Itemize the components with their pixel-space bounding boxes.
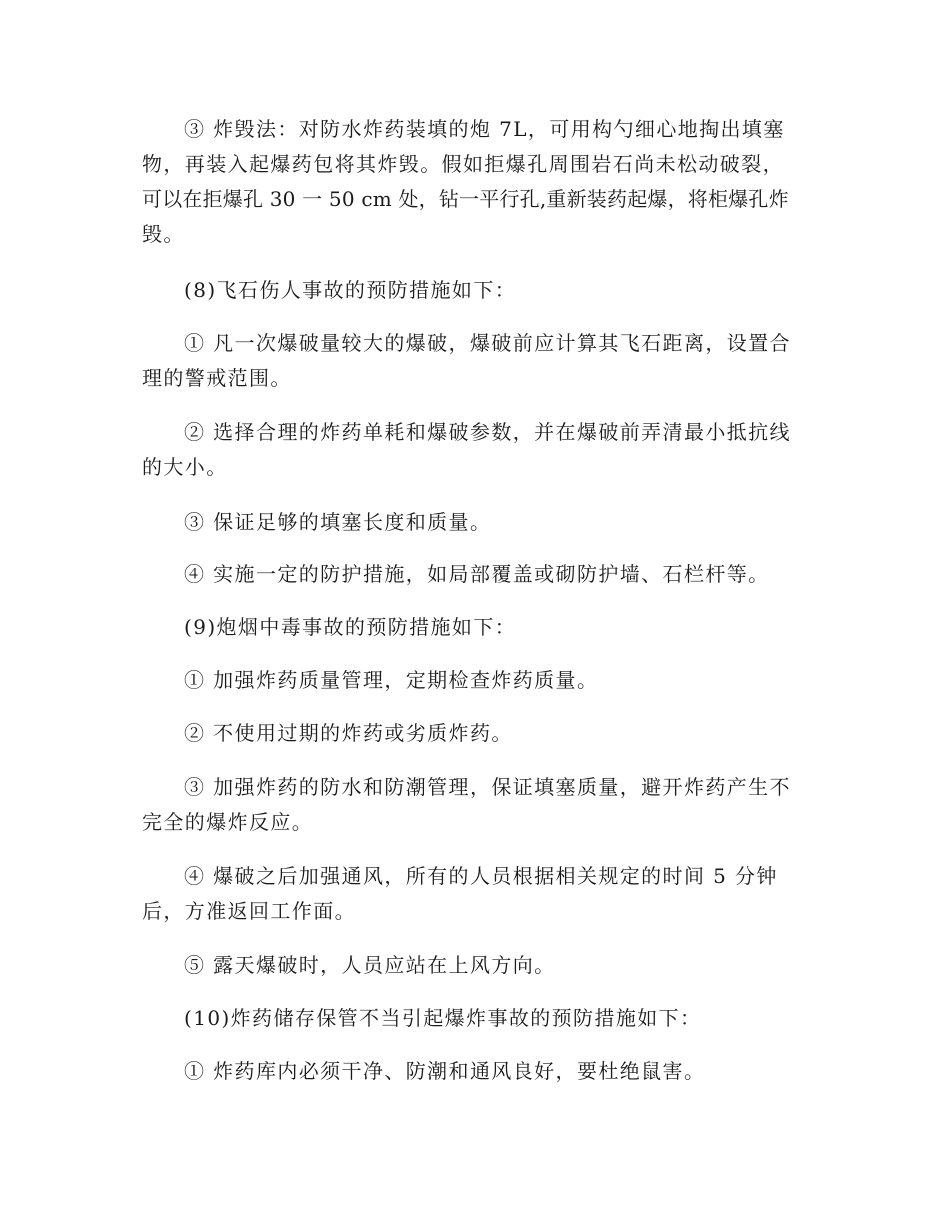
text-line: ③ 保证足够的填塞长度和质量。 bbox=[184, 510, 492, 534]
text-line: ⑤ 露天爆破时，人员应站在上风方向。 bbox=[184, 953, 556, 977]
heading-explosive-storage-prevention bbox=[142, 1001, 814, 1036]
list-item-flying-rock-1 bbox=[142, 326, 814, 396]
text-line: 后，方准返回工作面。 bbox=[142, 899, 356, 923]
text-line: ① 炸药库内必须干净、防潮和通风良好，要杜绝鼠害。 bbox=[184, 1059, 706, 1083]
text-line: ③ 加强炸药的防水和防潮管理，保证填塞质量，避开炸药产生不 bbox=[184, 775, 791, 799]
text-line: ③ 炸毁法：对防水炸药装填的炮 7L，可用构勺细心地掏出填塞 bbox=[184, 117, 785, 141]
text-line: ④ 爆破之后加强通风，所有的人员根据相关规定的时间 5 分钟 bbox=[184, 864, 778, 888]
text-line: ① 加强炸药质量管理，定期检查炸药质量。 bbox=[184, 668, 599, 692]
text-line: (8)飞石伤人事故的预防措施如下： bbox=[184, 278, 517, 302]
text-line: 理的警戒范围。 bbox=[142, 366, 292, 390]
text-line: 完全的爆炸反应。 bbox=[142, 810, 314, 834]
text-line: 的大小。 bbox=[142, 455, 228, 479]
text-line: (9)炮烟中毒事故的预防措施如下： bbox=[184, 615, 517, 639]
list-item-blast-fume-5 bbox=[142, 948, 814, 983]
text-line: 可以在拒爆孔 30 一 50 cm 处，钻一平行孔,重新装药起爆，将柜爆孔炸 bbox=[142, 187, 789, 211]
text-line: (10)炸药储存保管不当引起爆炸事故的预防措施如下： bbox=[184, 1006, 702, 1030]
list-item-flying-rock-4 bbox=[142, 557, 814, 592]
text-line: 物，再装入起爆药包将其炸毁。假如拒爆孔周围岩石尚未松动破裂， bbox=[142, 152, 784, 176]
heading-flying-rock-prevention bbox=[142, 273, 814, 308]
list-item-blast-fume-2 bbox=[142, 716, 814, 751]
text-line: 毁。 bbox=[142, 222, 185, 246]
text-line: ① 凡一次爆破量较大的爆破，爆破前应计算其飞石距离，设置合 bbox=[184, 331, 791, 355]
list-item-flying-rock-3 bbox=[142, 505, 814, 540]
heading-blast-fume-prevention bbox=[142, 610, 814, 645]
list-item-blast-fume-4 bbox=[142, 859, 814, 929]
list-item-blast-fume-1 bbox=[142, 663, 814, 698]
list-item-flying-rock-2 bbox=[142, 415, 814, 485]
list-item-explosive-storage-1 bbox=[142, 1054, 814, 1089]
list-item-blast-fume-3 bbox=[142, 770, 814, 840]
paragraph-blast-destruction-method bbox=[142, 112, 814, 252]
text-line: ④ 实施一定的防护措施，如局部覆盖或砌防护墙、石栏杆等。 bbox=[184, 562, 770, 586]
text-line: ② 选择合理的炸药单耗和爆破参数，并在爆破前弄清最小抵抗线 bbox=[184, 420, 791, 444]
text-line: ② 不使用过期的炸药或劣质炸药。 bbox=[184, 721, 513, 745]
